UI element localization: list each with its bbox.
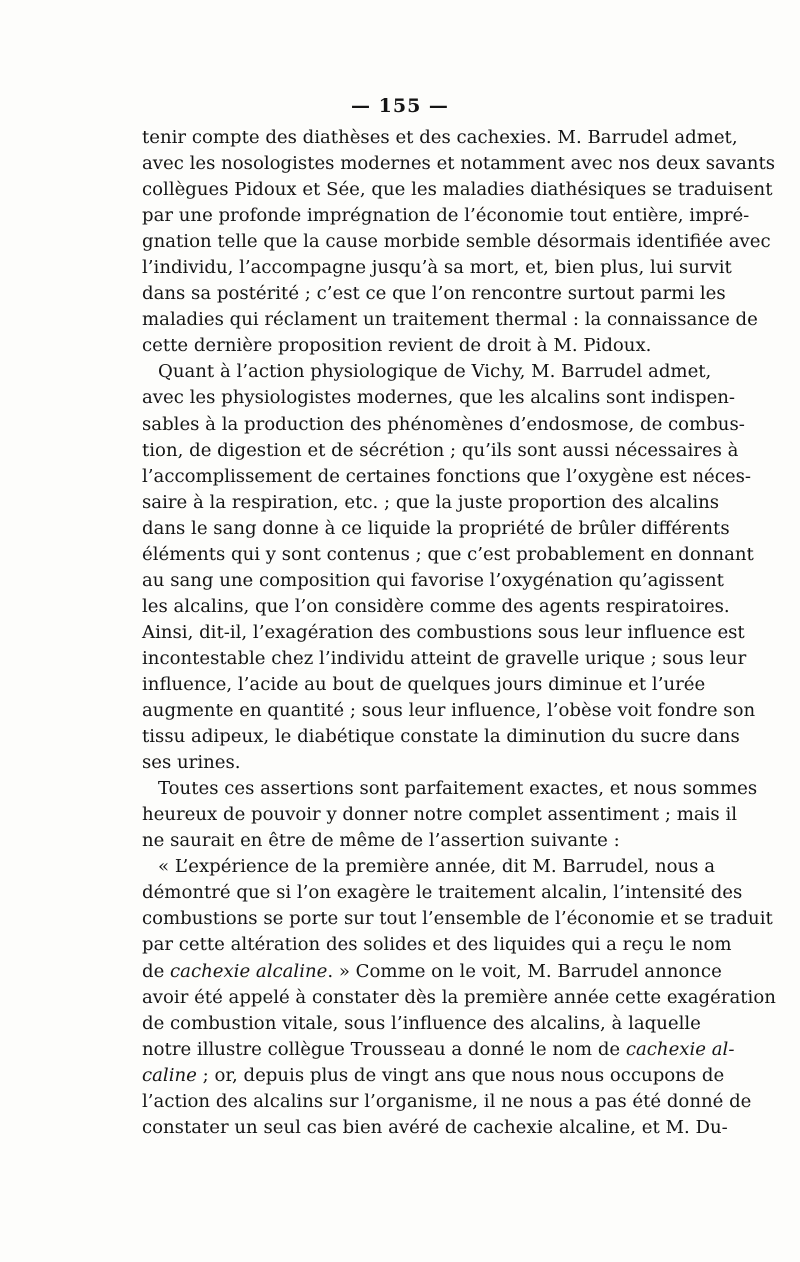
text-line: l’action des alcalins sur l’organisme, il ne nous a pas été donné de (142, 1090, 752, 1112)
text-line: collègues Pidoux et Sée, que les maladies diathésiques se traduisent (142, 179, 773, 201)
text-line: éléments qui y sont contenus ; que c’est probablement en donnant (142, 543, 754, 565)
text-line: Toutes ces assertions sont parfaitement exactes, et nous sommes (158, 778, 758, 800)
text-line: ses urines. (142, 752, 241, 774)
text-line: notre illustre collègue Trousseau a donné le nom de cachexie al- (142, 1038, 735, 1060)
text-line: au sang une composition qui favorise l’oxygénation qu’agissent (142, 569, 724, 591)
text-line: tion, de digestion et de sécrétion ; qu’ils sont aussi nécessaires à (142, 439, 739, 461)
text-line: dans sa postérité ; c’est ce que l’on rencontre surtout parmi les (142, 283, 726, 305)
text-line: heureux de pouvoir y donner notre complet assentiment ; mais il (142, 804, 738, 826)
text-line: Ainsi, dit-il, l’exagération des combustions sous leur influence est (142, 621, 745, 643)
text-line: caline ; or, depuis plus de vingt ans que nous nous occupons de (142, 1064, 725, 1086)
text-line: de combustion vitale, sous l’influence des alcalins, à laquelle (142, 1012, 701, 1034)
text-line: constater un seul cas bien avéré de cachexie alcaline, et M. Du- (142, 1116, 728, 1138)
text-line: les alcalins, que l’on considère comme des agents respiratoires. (142, 595, 730, 617)
text-line: « L’expérience de la première année, dit M. Barrudel, nous a (158, 856, 715, 878)
text-line: l’individu, l’accompagne jusqu’à sa mort, et, bien plus, lui survit (142, 257, 732, 279)
text-line: Quant à l’action physiologique de Vichy, M. Barrudel admet, (158, 361, 712, 383)
text-line: cette dernière proposition revient de droit à M. Pidoux. (142, 335, 652, 357)
text-line: de cachexie alcaline. » Comme on le voit, M. Barrudel annonce (142, 960, 722, 982)
text-line: avoir été appelé à constater dès la première année cette exagération (142, 986, 776, 1008)
page-number: — 155 — (351, 95, 449, 117)
text-line: incontestable chez l’individu atteint de gravelle urique ; sous leur (142, 647, 747, 669)
text-line: par cette altération des solides et des liquides qui a reçu le nom (142, 934, 732, 956)
text-line: par une profonde imprégnation de l’économie tout entière, impré- (142, 205, 750, 227)
text-line: augmente en quantité ; sous leur influence, l’obèse voit fondre son (142, 700, 756, 722)
body-text (142, 125, 776, 1141)
text-line: saire à la respiration, etc. ; que la juste proportion des alcalins (142, 491, 720, 513)
text-line: gnation telle que la cause morbide semble désormais identifiée avec (142, 231, 771, 253)
text-line: maladies qui réclament un traitement thermal : la connaissance de (142, 309, 758, 331)
text-line: avec les physiologistes modernes, que les alcalins sont indispen- (142, 387, 736, 409)
text-line: démontré que si l’on exagère le traitement alcalin, l’intensité des (142, 882, 743, 904)
text-line: ne saurait en être de même de l’assertion suivante : (142, 830, 620, 852)
text-line: tissu adipeux, le diabétique constate la diminution du sucre dans (142, 726, 740, 748)
text-line: l’accomplissement de certaines fonctions que l’oxygène est néces- (142, 465, 751, 487)
text-line: dans le sang donne à ce liquide la propriété de brûler différents (142, 517, 730, 539)
text-line: tenir compte des diathèses et des cachexies. M. Barrudel admet, (142, 127, 738, 148)
text-line: avec les nosologistes modernes et notamment avec nos deux savants (142, 153, 776, 175)
text-line: influence, l’acide au bout de quelques jours diminue et l’urée (142, 673, 706, 695)
text-line: combustions se porte sur tout l’ensemble de l’économie et se traduit (142, 908, 773, 930)
text-line: sables à la production des phénomènes d’endosmose, de combus- (142, 413, 745, 435)
